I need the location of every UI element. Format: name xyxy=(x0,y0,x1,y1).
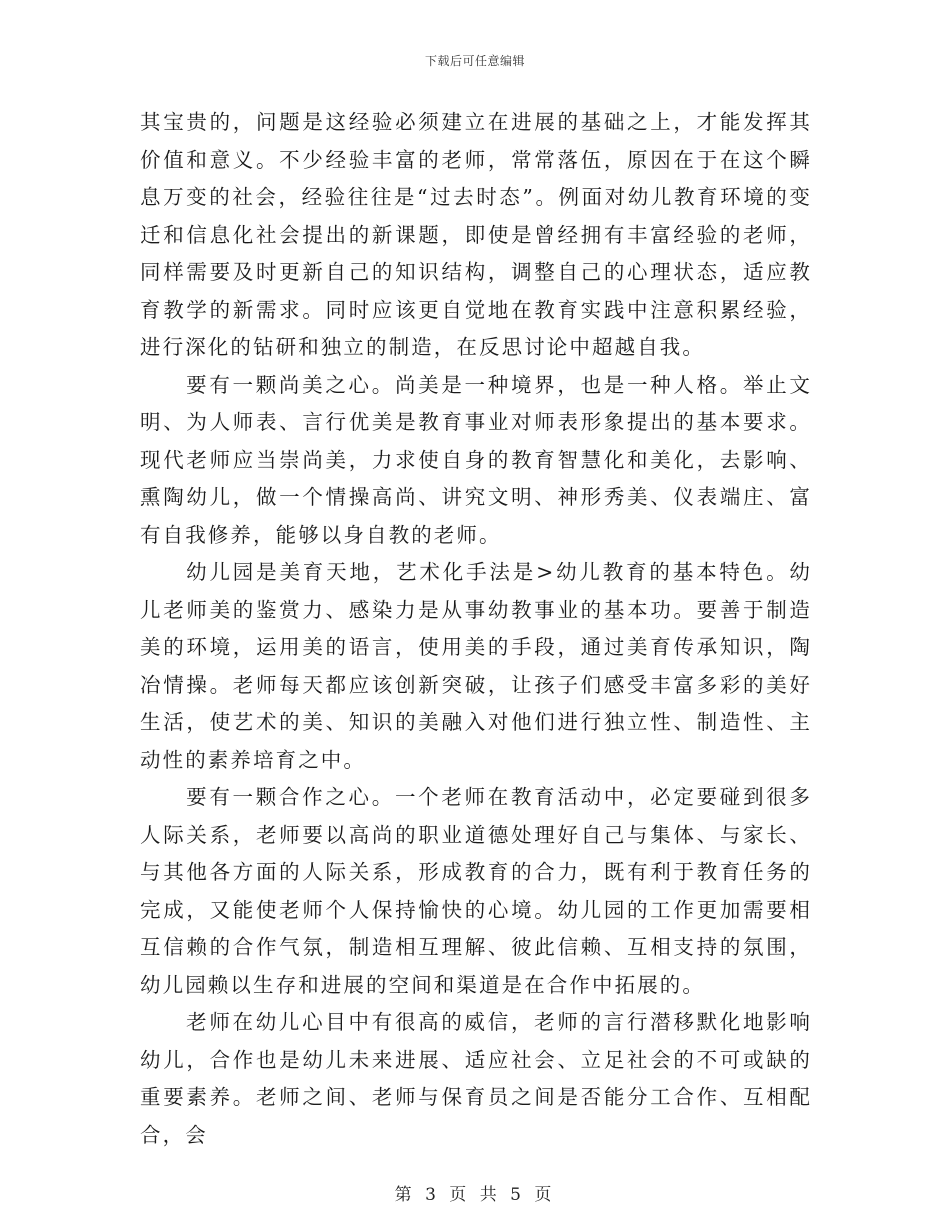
paragraph-5: 老师在幼儿心目中有很高的威信，老师的言行潜移默化地影响幼儿，合作也是幼儿未来进展、适应社会、立足社会的不可或缺的重要素养。老师之间、老师与保育员之间是否能分工合作、互相配合，会 xyxy=(140,1010,812,1147)
paragraph-3: 幼儿园是美育天地，艺术化手法是>幼儿教育的基本特色。幼儿老师美的鉴赏力、感染力是从事幼教事业的基本功。要善于制造美的环境，运用美的语言，使用美的手段，通过美育传承知识，陶冶情操。老师每天都应该创新突破，让孩子们感受丰富多彩的美好生活，使艺术的美、知识的美融入对他们进行独立性、制造性、主动性的素养培育之中。 xyxy=(140,560,812,772)
page-number: 第 3 页 共 5 页 xyxy=(394,1185,556,1205)
paragraph-1: 其宝贵的，问题是这经验必须建立在进展的基础之上，才能发挥其价值和意义。不少经验丰富的老师，常常落伍，原因在于在这个瞬息万变的社会，经验往往是“过去时态”。例面对幼儿教育环境的变迁和信息化社会提出的新课题，即使是曾经拥有丰富经验的老师，同样需要及时更新自己的知识结构，调整自己的心理状态，适应教育教学的新需求。同时应该更自觉地在教育实践中注意积累经验，进行深化的钻研和独立的制造，在反思讨论中超越自我。 xyxy=(140,110,812,359)
page-header-note: 下载后可任意编辑 xyxy=(424,54,525,68)
document-body xyxy=(140,104,812,1154)
paragraph-2: 要有一颗尚美之心。尚美是一种境界，也是一种人格。举止文明、为人师表、言行优美是教育事业对师表形象提出的基本要求。现代老师应当崇尚美，力求使自身的教育智慧化和美化，去影响、熏陶幼儿，做一个情操高尚、讲究文明、神形秀美、仪表端庄、富有自我修养，能够以身自教的老师。 xyxy=(140,372,812,547)
paragraph-4: 要有一颗合作之心。一个老师在教育活动中，必定要碰到很多人际关系，老师要以高尚的职业道德处理好自己与集体、与家长、与其他各方面的人际关系，形成教育的合力，既有利于教育任务的完成，又能使老师个人保持愉快的心境。幼儿园的工作更加需要相互信赖的合作气氛，制造相互理解、彼此信赖、互相支持的氛围，幼儿园赖以生存和进展的空间和渠道是在合作中拓展的。 xyxy=(140,785,812,997)
